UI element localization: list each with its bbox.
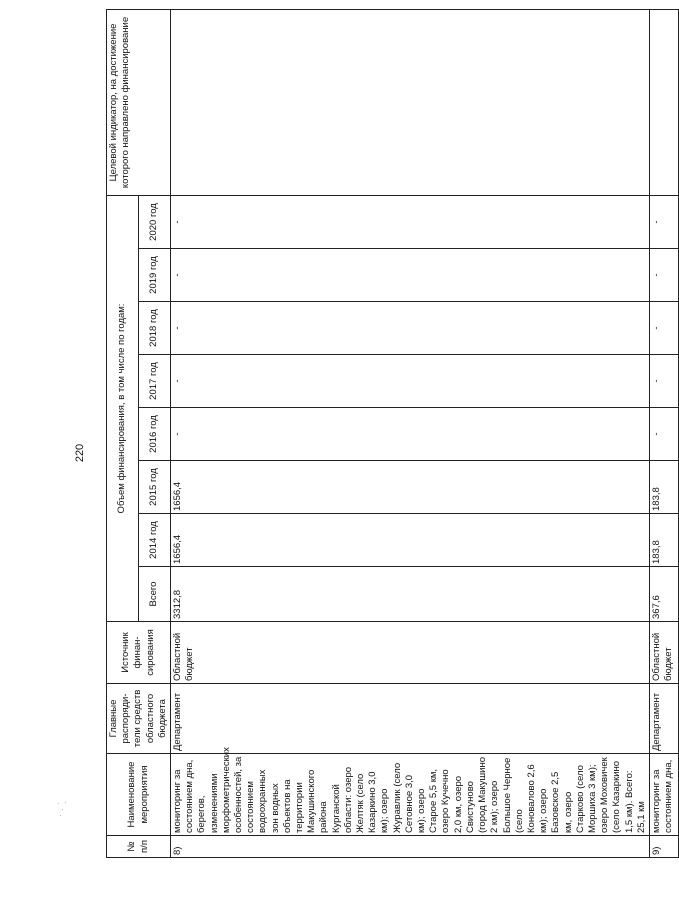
cell-year-2019: -	[649, 249, 678, 302]
cell-name: мониторинг за состоянием дна,	[649, 754, 678, 836]
financing-table	[106, 9, 679, 858]
cell-source: Областной бюджет	[649, 622, 678, 684]
header-year: 2014 год	[139, 514, 171, 567]
header-year: 2019 год	[139, 249, 171, 302]
cell-year-2014: 1656,4	[171, 514, 650, 567]
cell-target	[649, 9, 678, 195]
cell-year-2015: 183,8	[649, 461, 678, 514]
cell-total: 367,6	[649, 567, 678, 622]
cell-year-2017: -	[649, 355, 678, 408]
header-year: 2018 год	[139, 302, 171, 355]
cell-num: 8)	[171, 836, 650, 858]
cell-year-2017: -	[171, 355, 650, 408]
cell-manager: Департамент	[649, 684, 678, 754]
header-row-1	[107, 9, 139, 857]
cell-year-2016: -	[171, 408, 650, 461]
header-year: 2017 год	[139, 355, 171, 408]
cell-manager: Департамент	[171, 684, 650, 754]
header-year: 2016 год	[139, 408, 171, 461]
header-year: 2015 год	[139, 461, 171, 514]
header-name: Наименование мероприятия	[107, 754, 171, 836]
cell-year-2020: -	[171, 195, 650, 248]
header-num: № п/п	[107, 836, 171, 858]
table-row	[649, 9, 678, 857]
header-total: Всего	[139, 567, 171, 622]
rotated-table-container	[106, 16, 675, 858]
cell-year-2015: 1656,4	[171, 461, 650, 514]
cell-year-2019: -	[171, 249, 650, 302]
cell-num: 9)	[649, 836, 678, 858]
header-volume: Объем финансирования, в том числе по годам:	[107, 195, 139, 621]
table-row	[171, 9, 650, 857]
page-number: 220	[74, 443, 86, 463]
cell-year-2018: -	[649, 302, 678, 355]
cell-year-2020: -	[649, 195, 678, 248]
header-year: 2020 год	[139, 195, 171, 248]
header-manager: Главные распоряди-тели средств областного бюджета	[107, 684, 171, 754]
header-source: Источник финан-сирования	[107, 622, 171, 684]
cell-year-2016: -	[649, 408, 678, 461]
cell-name: мониторинг за состоянием дна, берегов, изменениями морфометрических особенностей, за состоянием водоохранных зон водных объектов на территории Макушинского района Курганской области: озеро Желтяк (село Казаркино 3,0 км); озеро Журавлик (село Сетовное 3,0 км); озеро Старое 5,5 км, озеро Кучечно 2,0 км, озеро Свистуново (город Макушино 2 км); озеро Большое Черное (село Коноваловo 2,6 км); озеро Базовское 2,5 км, озеро Старково (село Моршиха 3 км); озеро Моховичек (село Казаркино 1,5 км). Всего: 25,1 км	[171, 754, 650, 836]
cell-year-2014: 183,8	[649, 514, 678, 567]
scan-noise	[56, 800, 68, 820]
header-target: Целевой индикатор, на достижение которого направлено финансирование	[107, 9, 171, 195]
cell-source: Областной бюджет	[171, 622, 650, 684]
cell-target	[171, 9, 650, 195]
cell-total: 3312,8	[171, 567, 650, 622]
cell-year-2018: -	[171, 302, 650, 355]
